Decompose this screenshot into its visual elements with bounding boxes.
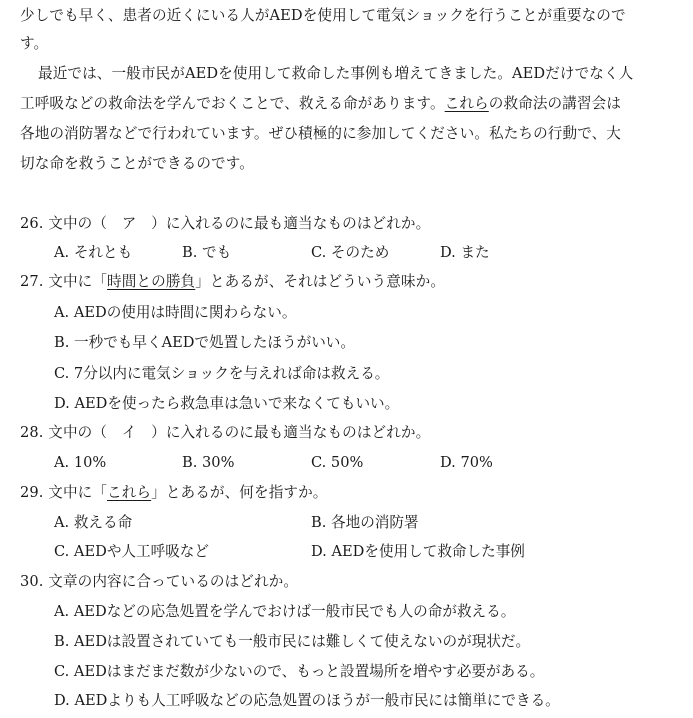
option: A. 10% (54, 454, 107, 471)
passage-line (20, 94, 621, 114)
option: B. 30% (182, 454, 235, 471)
underlined-term: 時間との勝負 (107, 273, 196, 290)
question-number: 26. (20, 215, 44, 232)
question-number: 30. (20, 573, 44, 590)
option: D. また (440, 244, 490, 261)
question-text: 文中の（ イ ）に入れるのに最も適当なものはどれか。 (48, 424, 431, 441)
passage-line: 各地の消防署などで行われています。ぜひ積極的に参加してください。私たちの行動で、大 (20, 125, 621, 142)
question-number: 27. (20, 273, 44, 290)
question-number: 28. (20, 424, 44, 441)
option: C. 7分以内に電気ショックを与えれば命は救える。 (54, 365, 390, 382)
question-27 (20, 272, 445, 292)
option: C. AEDや人工呼吸など (54, 543, 209, 560)
option: A. 救える命 (54, 514, 133, 531)
option: B. AEDは設置されていても一般市民には難しくて使えないのが現状だ。 (54, 633, 531, 650)
option: D. 70% (440, 454, 493, 471)
question-text: 文中に「 (48, 273, 108, 290)
question-text: 文章の内容に合っているのはどれか。 (48, 573, 299, 590)
question-28 (20, 423, 430, 443)
question-text: 」とあるが、何を指すか。 (151, 484, 328, 501)
question-text: 」とあるが、それはどういう意味か。 (195, 273, 446, 290)
question-29 (20, 483, 327, 503)
question-text: 文中に「 (48, 484, 108, 501)
underlined-term: これら (444, 95, 489, 112)
option: C. AEDはまだまだ数が少ないので、もっと設置場所を増やす必要がある。 (54, 663, 545, 680)
option: B. 一秒でも早くAEDで処置したほうがいい。 (54, 334, 355, 351)
option: A. AEDなどの応急処置を学んでおけば一般市民でも人の命が救える。 (54, 603, 516, 620)
question-text: 文中の（ ア ）に入れるのに最も適当なものはどれか。 (48, 215, 431, 232)
option: C. 50% (311, 454, 364, 471)
option: C. そのため (311, 244, 390, 261)
option: A. AEDの使用は時間に関わらない。 (54, 304, 297, 321)
question-30 (20, 572, 298, 592)
underlined-term: これら (107, 484, 152, 501)
passage-line: 少しでも早く、患者の近くにいる人がAEDを使用して電気ショックを行うことが重要なので (20, 7, 626, 24)
passage-text: の救命法の講習会は (488, 95, 622, 112)
option: D. AEDを使用して救命した事例 (311, 543, 525, 560)
option: D. AEDよりも人工呼吸などの応急処置のほうが一般市民には簡単にできる。 (54, 692, 560, 709)
passage-line: 切な命を救うことができるのです。 (20, 155, 254, 172)
passage-line: 最近では、一般市民がAEDを使用して救命した事例も増えてきました。AEDだけでなく人 (38, 65, 634, 82)
passage-text: 工呼吸などの救命法を学んでおくことで、救える命があります。 (20, 95, 445, 112)
option: B. でも (182, 244, 232, 261)
passage-line: す。 (20, 35, 49, 52)
option: A. それとも (54, 244, 133, 261)
option: D. AEDを使ったら救急車は急いで来なくてもいい。 (54, 395, 400, 412)
question-number: 29. (20, 484, 44, 501)
option: B. 各地の消防署 (311, 514, 419, 531)
question-26 (20, 214, 430, 234)
